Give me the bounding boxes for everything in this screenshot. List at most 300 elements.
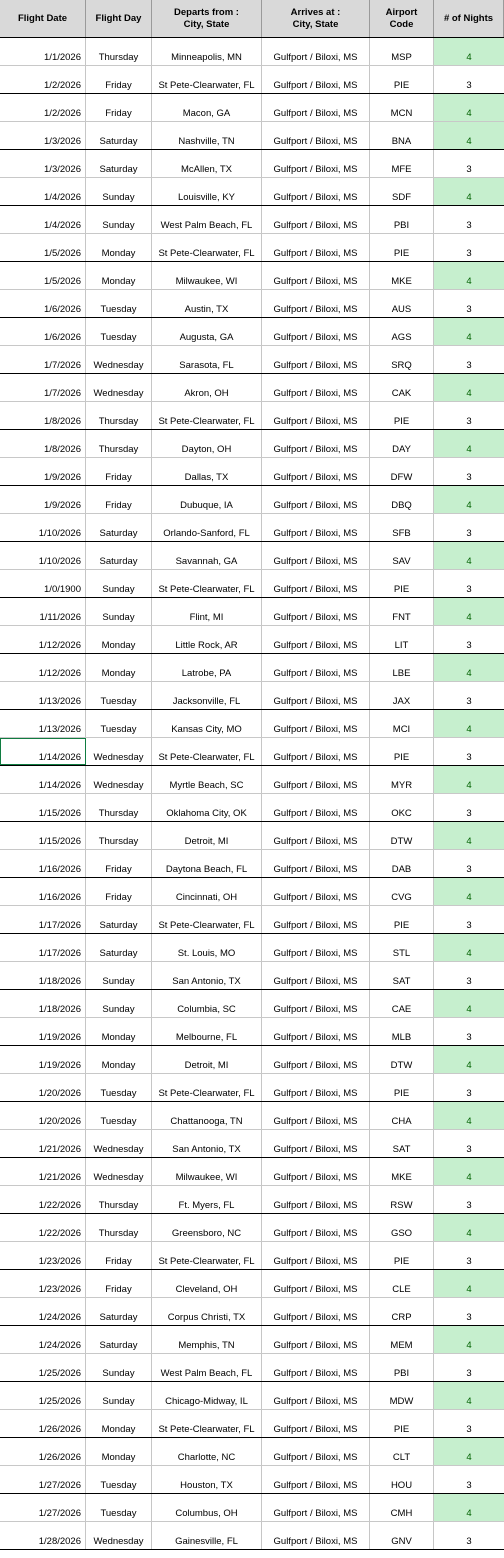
- airport-code-cell[interactable]: SAV: [370, 542, 434, 569]
- arrives-at-cell[interactable]: Gulfport / Biloxi, MS: [262, 514, 370, 541]
- arrives-at-cell[interactable]: Gulfport / Biloxi, MS: [262, 738, 370, 765]
- departs-from-cell[interactable]: Columbus, OH: [152, 1494, 262, 1521]
- header-airport-code[interactable]: Airport Code: [370, 0, 434, 37]
- nights-cell[interactable]: 4: [434, 1438, 504, 1465]
- arrives-at-cell[interactable]: Gulfport / Biloxi, MS: [262, 178, 370, 205]
- flight-date-cell[interactable]: 1/0/1900: [0, 570, 86, 597]
- airport-code-cell[interactable]: PIE: [370, 234, 434, 261]
- flight-date-cell[interactable]: 1/16/2026: [0, 878, 86, 905]
- arrives-at-cell[interactable]: Gulfport / Biloxi, MS: [262, 626, 370, 653]
- departs-from-cell[interactable]: San Antonio, TX: [152, 1130, 262, 1157]
- arrives-at-cell[interactable]: Gulfport / Biloxi, MS: [262, 1018, 370, 1045]
- flight-date-cell[interactable]: 1/8/2026: [0, 402, 86, 429]
- nights-cell[interactable]: 3: [466, 472, 472, 483]
- departs-from-cell[interactable]: St Pete-Clearwater, FL: [152, 738, 262, 765]
- flight-day-cell[interactable]: Sunday: [86, 1382, 152, 1409]
- airport-code-cell[interactable]: CAK: [370, 374, 434, 401]
- nights-cell[interactable]: 3: [466, 696, 472, 707]
- header-departs-from[interactable]: Departs from : City, State: [152, 0, 262, 37]
- arrives-at-cell[interactable]: Gulfport / Biloxi, MS: [262, 318, 370, 345]
- flight-day-cell[interactable]: Thursday: [86, 822, 152, 849]
- flight-day-cell[interactable]: Wednesday: [86, 346, 152, 373]
- flight-date-cell[interactable]: 1/18/2026: [0, 962, 86, 989]
- airport-code-cell[interactable]: MSP: [370, 38, 434, 65]
- arrives-at-cell[interactable]: Gulfport / Biloxi, MS: [262, 1494, 370, 1521]
- departs-from-cell[interactable]: St. Louis, MO: [152, 934, 262, 961]
- arrives-at-cell[interactable]: Gulfport / Biloxi, MS: [262, 1130, 370, 1157]
- flight-day-cell[interactable]: Monday: [86, 626, 152, 653]
- departs-from-cell[interactable]: Columbia, SC: [152, 990, 262, 1017]
- flight-date-cell[interactable]: 1/4/2026: [0, 206, 86, 233]
- arrives-at-cell[interactable]: Gulfport / Biloxi, MS: [262, 486, 370, 513]
- flight-day-cell[interactable]: Friday: [86, 66, 152, 93]
- airport-code-cell[interactable]: DBQ: [370, 486, 434, 513]
- flight-day-cell[interactable]: Sunday: [86, 990, 152, 1017]
- departs-from-cell[interactable]: Daytona Beach, FL: [152, 850, 262, 877]
- nights-cell[interactable]: 4: [434, 542, 504, 569]
- airport-code-cell[interactable]: CHA: [370, 1102, 434, 1129]
- flight-date-cell[interactable]: 1/12/2026: [0, 654, 86, 681]
- nights-cell[interactable]: 4: [434, 486, 504, 513]
- nights-cell[interactable]: 3: [466, 976, 472, 987]
- arrives-at-cell[interactable]: Gulfport / Biloxi, MS: [262, 1354, 370, 1381]
- nights-cell[interactable]: 4: [434, 1326, 504, 1353]
- departs-from-cell[interactable]: Dayton, OH: [152, 430, 262, 457]
- departs-from-cell[interactable]: St Pete-Clearwater, FL: [152, 66, 262, 93]
- departs-from-cell[interactable]: Flint, MI: [152, 598, 262, 625]
- airport-code-cell[interactable]: CMH: [370, 1494, 434, 1521]
- departs-from-cell[interactable]: St Pete-Clearwater, FL: [152, 1410, 262, 1437]
- departs-from-cell[interactable]: Minneapolis, MN: [152, 38, 262, 65]
- nights-cell[interactable]: 3: [466, 1480, 472, 1491]
- airport-code-cell[interactable]: MDW: [370, 1382, 434, 1409]
- airport-code-cell[interactable]: FNT: [370, 598, 434, 625]
- nights-cell[interactable]: 4: [434, 1270, 504, 1297]
- departs-from-cell[interactable]: Cleveland, OH: [152, 1270, 262, 1297]
- departs-from-cell[interactable]: St Pete-Clearwater, FL: [152, 234, 262, 261]
- nights-cell[interactable]: 4: [434, 178, 504, 205]
- nights-cell[interactable]: 3: [466, 584, 472, 595]
- flight-date-cell[interactable]: 1/4/2026: [0, 178, 86, 205]
- departs-from-cell[interactable]: San Antonio, TX: [152, 962, 262, 989]
- airport-code-cell[interactable]: PIE: [370, 1410, 434, 1437]
- flight-date-cell[interactable]: 1/27/2026: [0, 1494, 86, 1521]
- nights-cell[interactable]: 3: [466, 752, 472, 763]
- flight-date-cell[interactable]: 1/24/2026: [0, 1298, 86, 1325]
- flight-day-cell[interactable]: Monday: [86, 1018, 152, 1045]
- arrives-at-cell[interactable]: Gulfport / Biloxi, MS: [262, 150, 370, 177]
- departs-from-cell[interactable]: Detroit, MI: [152, 822, 262, 849]
- nights-cell[interactable]: 4: [434, 1158, 504, 1185]
- departs-from-cell[interactable]: Kansas City, MO: [152, 710, 262, 737]
- nights-cell[interactable]: 4: [434, 94, 504, 121]
- nights-cell[interactable]: 3: [466, 1312, 472, 1323]
- airport-code-cell[interactable]: MKE: [370, 262, 434, 289]
- departs-from-cell[interactable]: Melbourne, FL: [152, 1018, 262, 1045]
- departs-from-cell[interactable]: St Pete-Clearwater, FL: [152, 570, 262, 597]
- arrives-at-cell[interactable]: Gulfport / Biloxi, MS: [262, 66, 370, 93]
- airport-code-cell[interactable]: AGS: [370, 318, 434, 345]
- airport-code-cell[interactable]: SAT: [370, 1130, 434, 1157]
- flight-date-cell[interactable]: 1/20/2026: [0, 1102, 86, 1129]
- header-flight-day[interactable]: Flight Day: [86, 0, 152, 37]
- flight-date-cell[interactable]: 1/26/2026: [0, 1410, 86, 1437]
- nights-cell[interactable]: 3: [466, 808, 472, 819]
- nights-cell[interactable]: 4: [434, 374, 504, 401]
- flight-day-cell[interactable]: Monday: [86, 1046, 152, 1073]
- flight-day-cell[interactable]: Thursday: [86, 1214, 152, 1241]
- flight-day-cell[interactable]: Sunday: [86, 206, 152, 233]
- nights-cell[interactable]: 4: [434, 1494, 504, 1521]
- flight-date-cell[interactable]: 1/12/2026: [0, 626, 86, 653]
- flight-date-cell[interactable]: 1/23/2026: [0, 1242, 86, 1269]
- airport-code-cell[interactable]: DAY: [370, 430, 434, 457]
- arrives-at-cell[interactable]: Gulfport / Biloxi, MS: [262, 794, 370, 821]
- flight-day-cell[interactable]: Friday: [86, 1242, 152, 1269]
- flight-day-cell[interactable]: Monday: [86, 1438, 152, 1465]
- nights-cell[interactable]: 3: [466, 248, 472, 259]
- arrives-at-cell[interactable]: Gulfport / Biloxi, MS: [262, 94, 370, 121]
- nights-cell[interactable]: 4: [434, 990, 504, 1017]
- arrives-at-cell[interactable]: Gulfport / Biloxi, MS: [262, 206, 370, 233]
- arrives-at-cell[interactable]: Gulfport / Biloxi, MS: [262, 38, 370, 65]
- airport-code-cell[interactable]: MEM: [370, 1326, 434, 1353]
- flight-date-cell[interactable]: 1/24/2026: [0, 1326, 86, 1353]
- flight-day-cell[interactable]: Saturday: [86, 1298, 152, 1325]
- airport-code-cell[interactable]: RSW: [370, 1186, 434, 1213]
- flight-date-cell[interactable]: 1/21/2026: [0, 1130, 86, 1157]
- flight-day-cell[interactable]: Saturday: [86, 906, 152, 933]
- arrives-at-cell[interactable]: Gulfport / Biloxi, MS: [262, 570, 370, 597]
- flight-day-cell[interactable]: Wednesday: [86, 1522, 152, 1549]
- nights-cell[interactable]: 3: [466, 1144, 472, 1155]
- airport-code-cell[interactable]: PIE: [370, 1074, 434, 1101]
- airport-code-cell[interactable]: LIT: [370, 626, 434, 653]
- departs-from-cell[interactable]: Detroit, MI: [152, 1046, 262, 1073]
- arrives-at-cell[interactable]: Gulfport / Biloxi, MS: [262, 1102, 370, 1129]
- arrives-at-cell[interactable]: Gulfport / Biloxi, MS: [262, 1270, 370, 1297]
- airport-code-cell[interactable]: PBI: [370, 206, 434, 233]
- flight-day-cell[interactable]: Thursday: [86, 794, 152, 821]
- nights-cell[interactable]: 4: [434, 654, 504, 681]
- nights-cell[interactable]: 4: [434, 934, 504, 961]
- arrives-at-cell[interactable]: Gulfport / Biloxi, MS: [262, 766, 370, 793]
- flight-day-cell[interactable]: Tuesday: [86, 1102, 152, 1129]
- arrives-at-cell[interactable]: Gulfport / Biloxi, MS: [262, 850, 370, 877]
- flight-day-cell[interactable]: Tuesday: [86, 682, 152, 709]
- departs-from-cell[interactable]: St Pete-Clearwater, FL: [152, 402, 262, 429]
- departs-from-cell[interactable]: Jacksonville, FL: [152, 682, 262, 709]
- arrives-at-cell[interactable]: Gulfport / Biloxi, MS: [262, 710, 370, 737]
- airport-code-cell[interactable]: OKC: [370, 794, 434, 821]
- airport-code-cell[interactable]: BNA: [370, 122, 434, 149]
- flight-date-cell[interactable]: 1/17/2026: [0, 906, 86, 933]
- flight-day-cell[interactable]: Tuesday: [86, 710, 152, 737]
- departs-from-cell[interactable]: Charlotte, NC: [152, 1438, 262, 1465]
- flight-date-cell[interactable]: 1/10/2026: [0, 514, 86, 541]
- flight-day-cell[interactable]: Monday: [86, 1410, 152, 1437]
- airport-code-cell[interactable]: PBI: [370, 1354, 434, 1381]
- departs-from-cell[interactable]: Myrtle Beach, SC: [152, 766, 262, 793]
- arrives-at-cell[interactable]: Gulfport / Biloxi, MS: [262, 1326, 370, 1353]
- flight-date-cell[interactable]: 1/15/2026: [0, 822, 86, 849]
- flight-date-cell[interactable]: 1/13/2026: [0, 682, 86, 709]
- arrives-at-cell[interactable]: Gulfport / Biloxi, MS: [262, 1186, 370, 1213]
- header-arrives-at[interactable]: Arrives at : City, State: [262, 0, 370, 37]
- departs-from-cell[interactable]: Cincinnati, OH: [152, 878, 262, 905]
- flight-day-cell[interactable]: Sunday: [86, 598, 152, 625]
- departs-from-cell[interactable]: Greensboro, NC: [152, 1214, 262, 1241]
- nights-cell[interactable]: 3: [466, 1200, 472, 1211]
- arrives-at-cell[interactable]: Gulfport / Biloxi, MS: [262, 346, 370, 373]
- flight-day-cell[interactable]: Saturday: [86, 542, 152, 569]
- departs-from-cell[interactable]: Macon, GA: [152, 94, 262, 121]
- flight-day-cell[interactable]: Monday: [86, 234, 152, 261]
- flight-day-cell[interactable]: Friday: [86, 878, 152, 905]
- flight-day-cell[interactable]: Tuesday: [86, 1494, 152, 1521]
- flight-day-cell[interactable]: Friday: [86, 850, 152, 877]
- arrives-at-cell[interactable]: Gulfport / Biloxi, MS: [262, 962, 370, 989]
- departs-from-cell[interactable]: Orlando-Sanford, FL: [152, 514, 262, 541]
- departs-from-cell[interactable]: Milwaukee, WI: [152, 262, 262, 289]
- flight-day-cell[interactable]: Sunday: [86, 570, 152, 597]
- flight-day-cell[interactable]: Saturday: [86, 122, 152, 149]
- flight-day-cell[interactable]: Saturday: [86, 514, 152, 541]
- flight-day-cell[interactable]: Sunday: [86, 962, 152, 989]
- flight-date-cell[interactable]: 1/22/2026: [0, 1214, 86, 1241]
- departs-from-cell[interactable]: Augusta, GA: [152, 318, 262, 345]
- airport-code-cell[interactable]: SFB: [370, 514, 434, 541]
- airport-code-cell[interactable]: HOU: [370, 1466, 434, 1493]
- flight-day-cell[interactable]: Wednesday: [86, 374, 152, 401]
- nights-cell[interactable]: 3: [466, 1536, 472, 1547]
- header-flight-date[interactable]: Flight Date: [0, 0, 86, 37]
- departs-from-cell[interactable]: Chicago-Midway, IL: [152, 1382, 262, 1409]
- nights-cell[interactable]: 3: [466, 528, 472, 539]
- airport-code-cell[interactable]: CLT: [370, 1438, 434, 1465]
- departs-from-cell[interactable]: Ft. Myers, FL: [152, 1186, 262, 1213]
- departs-from-cell[interactable]: Oklahoma City, OK: [152, 794, 262, 821]
- airport-code-cell[interactable]: CVG: [370, 878, 434, 905]
- departs-from-cell[interactable]: West Palm Beach, FL: [152, 206, 262, 233]
- flight-date-cell[interactable]: 1/2/2026: [0, 94, 86, 121]
- flight-day-cell[interactable]: Tuesday: [86, 290, 152, 317]
- flight-date-cell[interactable]: 1/14/2026: [0, 738, 86, 765]
- nights-cell[interactable]: 4: [434, 318, 504, 345]
- departs-from-cell[interactable]: Little Rock, AR: [152, 626, 262, 653]
- arrives-at-cell[interactable]: Gulfport / Biloxi, MS: [262, 430, 370, 457]
- airport-code-cell[interactable]: MCI: [370, 710, 434, 737]
- departs-from-cell[interactable]: Sarasota, FL: [152, 346, 262, 373]
- arrives-at-cell[interactable]: Gulfport / Biloxi, MS: [262, 374, 370, 401]
- flight-date-cell[interactable]: 1/25/2026: [0, 1382, 86, 1409]
- flight-date-cell[interactable]: 1/8/2026: [0, 430, 86, 457]
- flight-date-cell[interactable]: 1/7/2026: [0, 346, 86, 373]
- flight-date-cell[interactable]: 1/23/2026: [0, 1270, 86, 1297]
- airport-code-cell[interactable]: DFW: [370, 458, 434, 485]
- flight-date-cell[interactable]: 1/25/2026: [0, 1354, 86, 1381]
- airport-code-cell[interactable]: MFE: [370, 150, 434, 177]
- nights-cell[interactable]: 4: [434, 710, 504, 737]
- departs-from-cell[interactable]: Corpus Christi, TX: [152, 1298, 262, 1325]
- arrives-at-cell[interactable]: Gulfport / Biloxi, MS: [262, 1438, 370, 1465]
- flight-day-cell[interactable]: Thursday: [86, 1186, 152, 1213]
- departs-from-cell[interactable]: Dallas, TX: [152, 458, 262, 485]
- nights-cell[interactable]: 4: [434, 430, 504, 457]
- flight-day-cell[interactable]: Friday: [86, 94, 152, 121]
- airport-code-cell[interactable]: STL: [370, 934, 434, 961]
- departs-from-cell[interactable]: St Pete-Clearwater, FL: [152, 1074, 262, 1101]
- flight-day-cell[interactable]: Monday: [86, 654, 152, 681]
- flight-date-cell[interactable]: 1/28/2026: [0, 1522, 86, 1549]
- departs-from-cell[interactable]: Milwaukee, WI: [152, 1158, 262, 1185]
- arrives-at-cell[interactable]: Gulfport / Biloxi, MS: [262, 1522, 370, 1549]
- nights-cell[interactable]: 3: [466, 220, 472, 231]
- arrives-at-cell[interactable]: Gulfport / Biloxi, MS: [262, 822, 370, 849]
- departs-from-cell[interactable]: Gainesville, FL: [152, 1522, 262, 1549]
- airport-code-cell[interactable]: PIE: [370, 738, 434, 765]
- departs-from-cell[interactable]: St Pete-Clearwater, FL: [152, 906, 262, 933]
- nights-cell[interactable]: 3: [466, 80, 472, 91]
- arrives-at-cell[interactable]: Gulfport / Biloxi, MS: [262, 1242, 370, 1269]
- departs-from-cell[interactable]: Louisville, KY: [152, 178, 262, 205]
- flight-day-cell[interactable]: Tuesday: [86, 318, 152, 345]
- arrives-at-cell[interactable]: Gulfport / Biloxi, MS: [262, 458, 370, 485]
- flight-date-cell[interactable]: 1/21/2026: [0, 1158, 86, 1185]
- flight-date-cell[interactable]: 1/9/2026: [0, 486, 86, 513]
- arrives-at-cell[interactable]: Gulfport / Biloxi, MS: [262, 290, 370, 317]
- flight-day-cell[interactable]: Wednesday: [86, 766, 152, 793]
- nights-cell[interactable]: 4: [434, 122, 504, 149]
- arrives-at-cell[interactable]: Gulfport / Biloxi, MS: [262, 934, 370, 961]
- arrives-at-cell[interactable]: Gulfport / Biloxi, MS: [262, 542, 370, 569]
- header-nights[interactable]: # of Nights: [434, 0, 504, 37]
- flight-day-cell[interactable]: Thursday: [86, 402, 152, 429]
- airport-code-cell[interactable]: CRP: [370, 1298, 434, 1325]
- flight-day-cell[interactable]: Wednesday: [86, 1158, 152, 1185]
- flight-date-cell[interactable]: 1/11/2026: [0, 598, 86, 625]
- nights-cell[interactable]: 4: [434, 878, 504, 905]
- nights-cell[interactable]: 3: [466, 164, 472, 175]
- airport-code-cell[interactable]: GSO: [370, 1214, 434, 1241]
- flight-day-cell[interactable]: Friday: [86, 486, 152, 513]
- flight-date-cell[interactable]: 1/19/2026: [0, 1018, 86, 1045]
- flight-day-cell[interactable]: Thursday: [86, 38, 152, 65]
- nights-cell[interactable]: 3: [466, 640, 472, 651]
- airport-code-cell[interactable]: DAB: [370, 850, 434, 877]
- flight-date-cell[interactable]: 1/14/2026: [0, 766, 86, 793]
- flight-day-cell[interactable]: Sunday: [86, 1354, 152, 1381]
- flight-day-cell[interactable]: Friday: [86, 1270, 152, 1297]
- nights-cell[interactable]: 4: [434, 1382, 504, 1409]
- nights-cell[interactable]: 4: [434, 1214, 504, 1241]
- nights-cell[interactable]: 3: [466, 416, 472, 427]
- nights-cell[interactable]: 3: [466, 920, 472, 931]
- flight-date-cell[interactable]: 1/5/2026: [0, 234, 86, 261]
- flight-date-cell[interactable]: 1/13/2026: [0, 710, 86, 737]
- flight-day-cell[interactable]: Wednesday: [86, 738, 152, 765]
- arrives-at-cell[interactable]: Gulfport / Biloxi, MS: [262, 598, 370, 625]
- flight-day-cell[interactable]: Saturday: [86, 934, 152, 961]
- nights-cell[interactable]: 4: [434, 822, 504, 849]
- nights-cell[interactable]: 3: [466, 1256, 472, 1267]
- airport-code-cell[interactable]: LBE: [370, 654, 434, 681]
- flight-date-cell[interactable]: 1/3/2026: [0, 122, 86, 149]
- flight-date-cell[interactable]: 1/20/2026: [0, 1074, 86, 1101]
- arrives-at-cell[interactable]: Gulfport / Biloxi, MS: [262, 1158, 370, 1185]
- departs-from-cell[interactable]: Akron, OH: [152, 374, 262, 401]
- airport-code-cell[interactable]: PIE: [370, 906, 434, 933]
- airport-code-cell[interactable]: MLB: [370, 1018, 434, 1045]
- arrives-at-cell[interactable]: Gulfport / Biloxi, MS: [262, 122, 370, 149]
- departs-from-cell[interactable]: Memphis, TN: [152, 1326, 262, 1353]
- flight-day-cell[interactable]: Tuesday: [86, 1074, 152, 1101]
- departs-from-cell[interactable]: West Palm Beach, FL: [152, 1354, 262, 1381]
- nights-cell[interactable]: 3: [466, 864, 472, 875]
- arrives-at-cell[interactable]: Gulfport / Biloxi, MS: [262, 402, 370, 429]
- arrives-at-cell[interactable]: Gulfport / Biloxi, MS: [262, 262, 370, 289]
- departs-from-cell[interactable]: McAllen, TX: [152, 150, 262, 177]
- departs-from-cell[interactable]: Houston, TX: [152, 1466, 262, 1493]
- airport-code-cell[interactable]: MYR: [370, 766, 434, 793]
- arrives-at-cell[interactable]: Gulfport / Biloxi, MS: [262, 234, 370, 261]
- flight-date-cell[interactable]: 1/9/2026: [0, 458, 86, 485]
- nights-cell[interactable]: 3: [466, 1032, 472, 1043]
- airport-code-cell[interactable]: CAE: [370, 990, 434, 1017]
- flight-date-cell[interactable]: 1/6/2026: [0, 290, 86, 317]
- flight-date-cell[interactable]: 1/16/2026: [0, 850, 86, 877]
- departs-from-cell[interactable]: Savannah, GA: [152, 542, 262, 569]
- flight-day-cell[interactable]: Friday: [86, 458, 152, 485]
- nights-cell[interactable]: 3: [466, 1424, 472, 1435]
- departs-from-cell[interactable]: Latrobe, PA: [152, 654, 262, 681]
- airport-code-cell[interactable]: MKE: [370, 1158, 434, 1185]
- flight-date-cell[interactable]: 1/2/2026: [0, 66, 86, 93]
- flight-day-cell[interactable]: Saturday: [86, 150, 152, 177]
- airport-code-cell[interactable]: PIE: [370, 1242, 434, 1269]
- nights-cell[interactable]: 3: [466, 1368, 472, 1379]
- flight-day-cell[interactable]: Saturday: [86, 1326, 152, 1353]
- arrives-at-cell[interactable]: Gulfport / Biloxi, MS: [262, 1046, 370, 1073]
- nights-cell[interactable]: 4: [434, 766, 504, 793]
- flight-date-cell[interactable]: 1/3/2026: [0, 150, 86, 177]
- arrives-at-cell[interactable]: Gulfport / Biloxi, MS: [262, 1298, 370, 1325]
- flight-date-cell[interactable]: 1/7/2026: [0, 374, 86, 401]
- flight-date-cell[interactable]: 1/19/2026: [0, 1046, 86, 1073]
- departs-from-cell[interactable]: Austin, TX: [152, 290, 262, 317]
- airport-code-cell[interactable]: SDF: [370, 178, 434, 205]
- flight-date-cell[interactable]: 1/6/2026: [0, 318, 86, 345]
- airport-code-cell[interactable]: SRQ: [370, 346, 434, 373]
- arrives-at-cell[interactable]: Gulfport / Biloxi, MS: [262, 1382, 370, 1409]
- airport-code-cell[interactable]: AUS: [370, 290, 434, 317]
- arrives-at-cell[interactable]: Gulfport / Biloxi, MS: [262, 682, 370, 709]
- nights-cell[interactable]: 4: [434, 598, 504, 625]
- flight-date-cell[interactable]: 1/10/2026: [0, 542, 86, 569]
- airport-code-cell[interactable]: SAT: [370, 962, 434, 989]
- flight-date-cell[interactable]: 1/27/2026: [0, 1466, 86, 1493]
- airport-code-cell[interactable]: PIE: [370, 570, 434, 597]
- arrives-at-cell[interactable]: Gulfport / Biloxi, MS: [262, 1074, 370, 1101]
- arrives-at-cell[interactable]: Gulfport / Biloxi, MS: [262, 906, 370, 933]
- arrives-at-cell[interactable]: Gulfport / Biloxi, MS: [262, 1466, 370, 1493]
- flight-day-cell[interactable]: Sunday: [86, 178, 152, 205]
- airport-code-cell[interactable]: PIE: [370, 66, 434, 93]
- arrives-at-cell[interactable]: Gulfport / Biloxi, MS: [262, 990, 370, 1017]
- arrives-at-cell[interactable]: Gulfport / Biloxi, MS: [262, 1410, 370, 1437]
- flight-date-cell[interactable]: 1/17/2026: [0, 934, 86, 961]
- flight-day-cell[interactable]: Monday: [86, 262, 152, 289]
